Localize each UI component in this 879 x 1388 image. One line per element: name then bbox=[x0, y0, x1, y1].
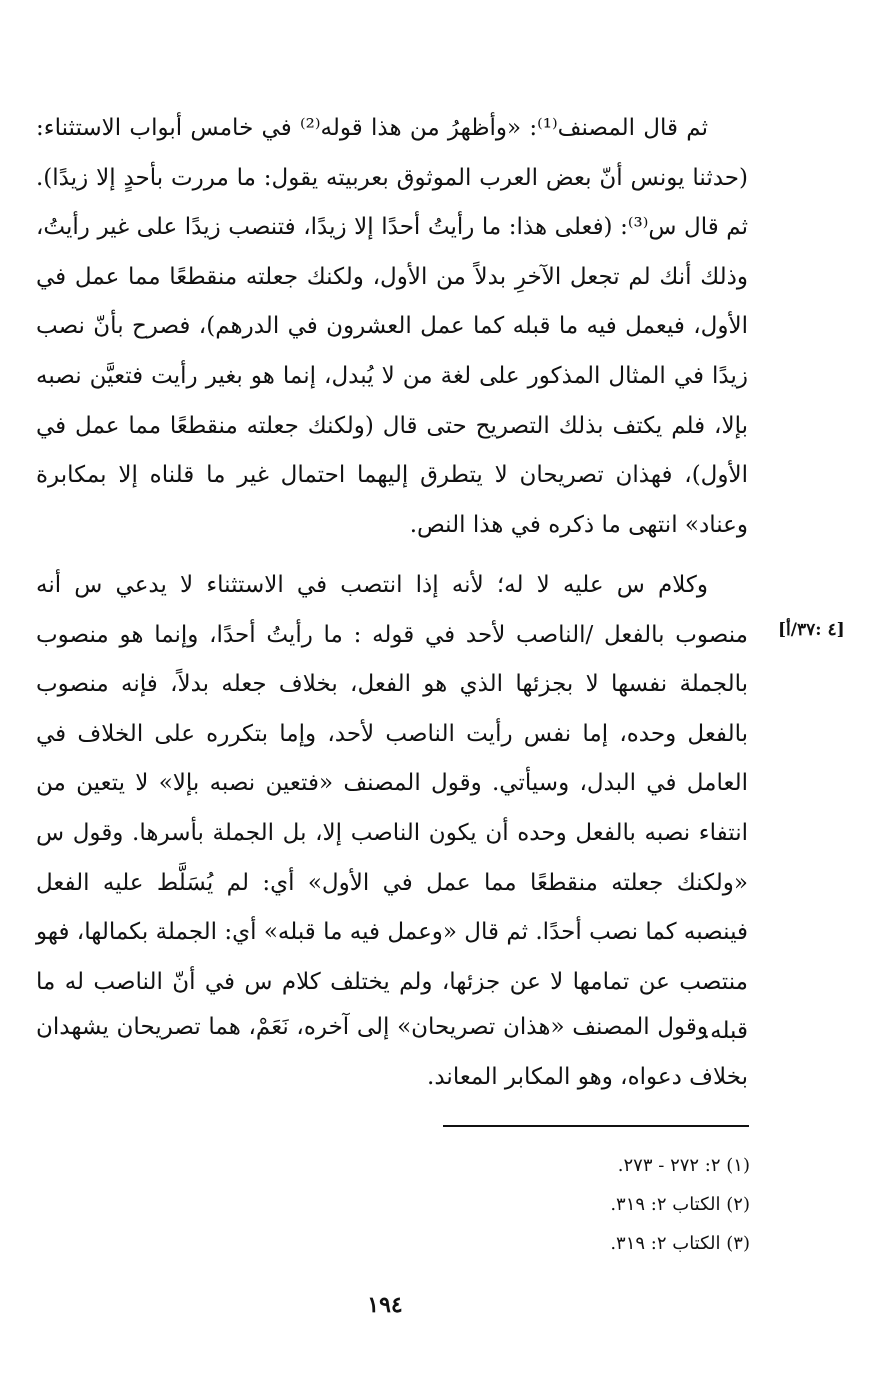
paragraph-text: وقول المصنف «هذان تصريحان» إلى آخره، نَعَمْ، هما تصريحان يشهدان بخلاف دعواه، وهو المكابر المعاند. bbox=[36, 1014, 748, 1090]
footnotes bbox=[400, 1146, 750, 1263]
paragraph-text: وكلام س عليه لا له؛ لأنه إذا انتصب في الاستثناء لا يدعي س أنه منصوب بالفعل /الناصب لأحد في قوله : ما رأيتُ أحدًا، وإنما هو منصوب بالجملة نفسها لا بجزئها الذي هو الفعل، بخلاف جعله بدلاً، فإنه منصوب بالفعل وحده، إما نفس رأيت الناصب لأحد، وإما بتكرره على الخلاف في العامل في البدل، وسيأتي. وقول المصنف «فتعين نصبه بإلا» لا يتعين من انتفاء نصبه بالفعل وحده أن يكون الناصب إلا، بل الجملة بأسرها. وقول س «ولكنك جعلته منقطعًا مما عمل في الأول» أي: لم يُسَلَّط عليه الفعل فينصبه كما نصب أحدًا. ثم قال «وعمل فيه ما قبله» أي: الجملة بكمالها، فهو منتصب عن تمامها لا عن جزئها، ولم يختلف كلام س في أنّ الناصب له ما قبله. bbox=[36, 572, 748, 1045]
manuscript-folio-reference: [٤ :٣٧/أ] bbox=[778, 620, 845, 640]
body-paragraph-3 bbox=[36, 1003, 748, 1102]
footnote-1: (١) ٢: ٢٧٢ - ٢٧٣. bbox=[617, 1155, 750, 1176]
body-paragraph-1 bbox=[36, 104, 748, 550]
footnote-separator bbox=[443, 1125, 749, 1127]
paragraph-text: ثم قال المصنف⁽¹⁾: «وأظهرُ من هذا قوله⁽²⁾ في خامس أبواب الاستثناء: (حدثنا يونس أنّ بعض العرب الموثوق بعربيته يقول: ما مررت بأحدٍ إلا زيدًا). ثم قال س⁽³⁾: (فعلى هذا: ما رأيتُ أحدًا إلا زيدًا، فتنصب زيدًا على غير رأيتُ، وذلك أنك لم تجعل الآخرِ بدلاً من الأول، ولكنك جعلته منقطعًا مما عمل في الأول، فيعمل فيه ما قبله كما عمل العشرون في الدرهم)، فصرح بأنّ نصب زيدًا في المثال المذكور على لغة من لا يُبدل، إنما هو بغير رأيت فتعيَّن نصبه بإلا، فلم يكتف بذلك التصريح حتى قال (ولكنك جعلته منقطعًا مما عمل في الأول)، فهذان تصريحان لا يتطرق إليهما احتمال غير ما قلناه إلا بمكابرة وعناد» انتهى ما ذكره في هذا النص. bbox=[36, 115, 748, 538]
footnote-2: (٢) الكتاب ٢: ٣١٩. bbox=[610, 1194, 750, 1215]
page-number: ١٩٤ bbox=[367, 1292, 403, 1318]
footnote-3: (٣) الكتاب ٢: ٣١٩. bbox=[610, 1233, 750, 1254]
body-paragraph-2 bbox=[36, 561, 748, 1057]
